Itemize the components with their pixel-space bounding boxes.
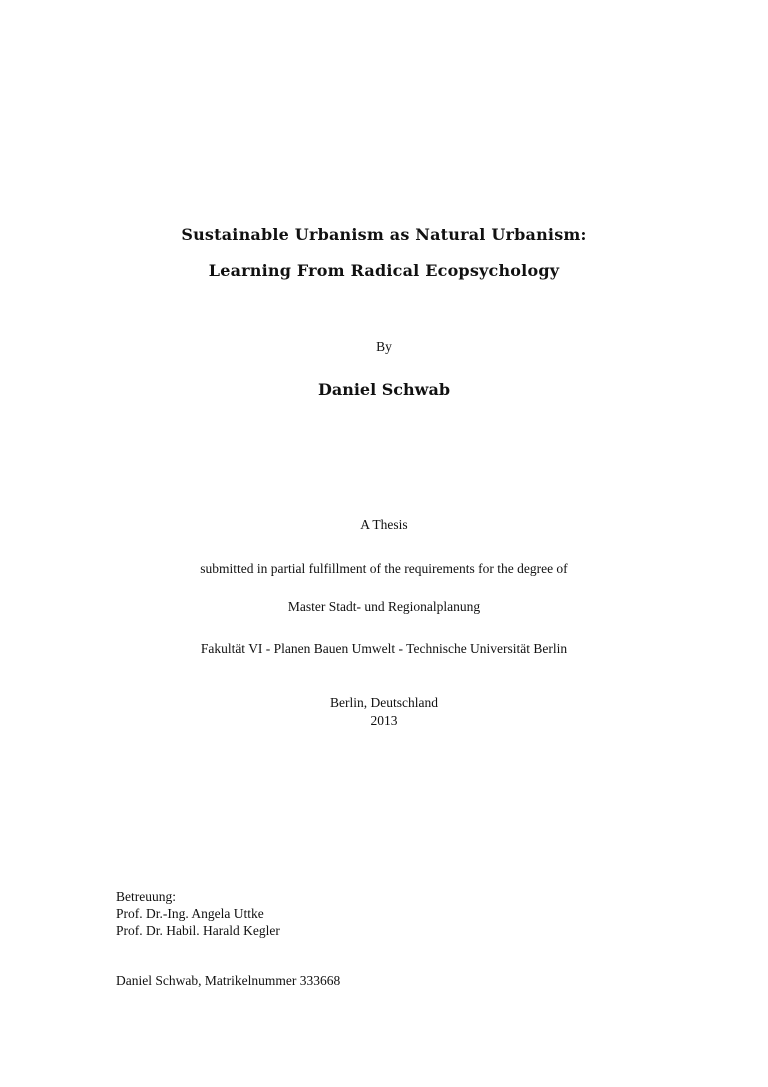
thesis-label: A Thesis xyxy=(360,517,408,532)
thesis-title-line-2: Learning From Radical Ecopsychology xyxy=(208,261,560,280)
submission-statement: submitted in partial fulfillment of the requirements for the degree of xyxy=(200,561,568,576)
location: Berlin, Deutschland xyxy=(330,695,438,710)
faculty-name: Fakultät VI - Planen Bauen Umwelt - Technische Universität Berlin xyxy=(200,641,568,656)
year: 2013 xyxy=(370,713,398,728)
supervisor-1: Prof. Dr.-Ing. Angela Uttke xyxy=(116,906,264,921)
author-name: Daniel Schwab xyxy=(317,380,451,399)
supervisor-2: Prof. Dr. Habil. Harald Kegler xyxy=(116,923,280,938)
thesis-title-line-1: Sustainable Urbanism as Natural Urbanism: xyxy=(181,225,587,244)
supervision-label: Betreuung: xyxy=(116,889,176,904)
student-id-line: Daniel Schwab, Matrikelnummer 333668 xyxy=(116,973,341,988)
degree-name: Master Stadt- und Regionalplanung xyxy=(287,599,481,614)
by-label: By xyxy=(376,339,392,354)
